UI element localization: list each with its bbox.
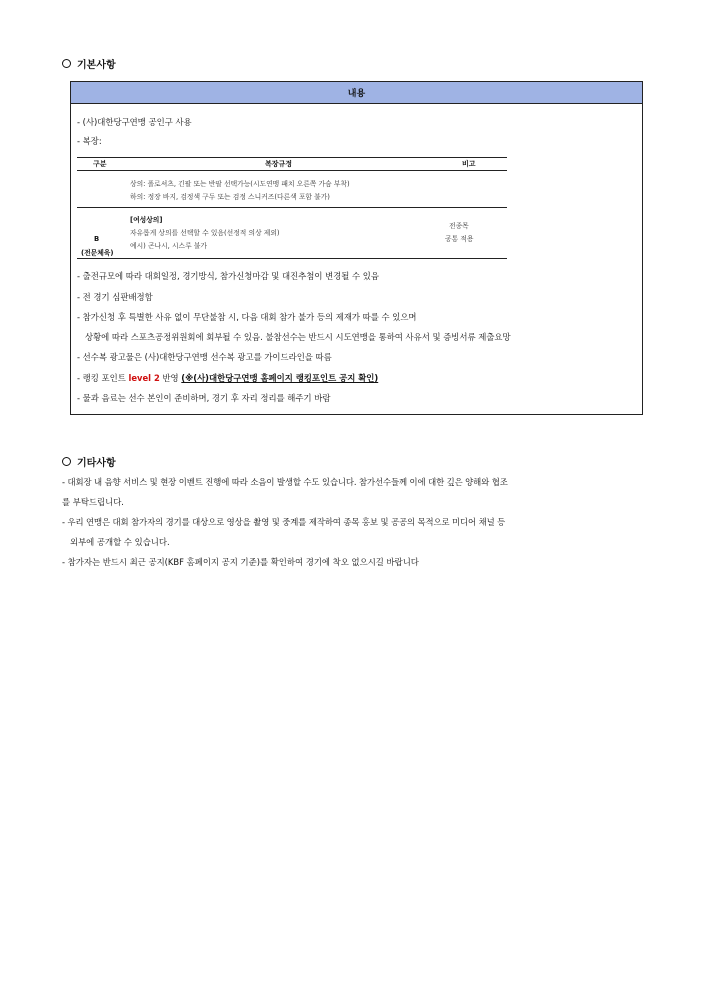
section-heading-basic: [62, 56, 116, 71]
section-title: 기본사항: [77, 60, 116, 71]
dress-code-table: [77, 157, 507, 259]
rule-uniform-ads: - 선수복 광고물은 (사)대한당구연맹 선수복 광고를 가이드라인을 따름: [77, 352, 332, 362]
dress-top-rule: 상의: 폴로셔츠, 긴팔 또는 반팔 선택가능(시도연맹 패치 오른쪽 가슴 부착): [130, 180, 350, 188]
rule-schedule-change: - 출전규모에 따라 대회일정, 경기방식, 참가신청마감 및 대진추첨이 변경될 수 있음: [77, 271, 379, 281]
rule-no-show: - 참가신청 후 특별한 사유 없이 무단불참 시, 다음 대회 참가 불가 등의 제재가 따를 수 있으며: [77, 312, 417, 322]
women-top-heading: [여성상의]: [130, 216, 163, 224]
section-title: 기타사항: [77, 458, 116, 469]
table-row: [77, 208, 507, 259]
category-letter: B: [94, 235, 100, 243]
rule-ranking-points: - 랭킹 포인트 level 2 반영 (※(사)대한당구연맹 홈페이지 랭킹포인트 공지 확인): [77, 373, 379, 383]
other-broadcast-cont: 외부에 공개할 수 있습니다.: [70, 537, 170, 547]
note-common: 공통 적용: [445, 235, 474, 243]
other-noise-cont: 를 부탁드립니다.: [62, 497, 124, 507]
rule-official-ball: - (사)대한당구연맹 공인구 사용: [77, 117, 192, 127]
category-label: (전문체육): [81, 249, 114, 257]
table-header-row: [77, 157, 507, 171]
table-header-dress: 복장규정: [265, 160, 293, 168]
table-header-category: 구분: [93, 160, 107, 168]
ranking-notice-link[interactable]: (※(사)대한당구연맹 홈페이지 랭킹포인트 공지 확인): [181, 373, 379, 383]
dress-bottom-rule: 하의: 정장 바지, 검정색 구두 또는 검정 스니커즈(다른색 포함 불가): [130, 193, 330, 201]
circle-bullet-icon: [62, 59, 71, 68]
women-top-example: 예시) 곤나시, 시스루 불가: [130, 242, 207, 250]
women-top-rule: 자유롭게 상의를 선택할 수 있음(선정적 의상 제외): [130, 229, 280, 237]
section-heading-other: [62, 454, 116, 469]
content-box-header: 내용: [71, 82, 642, 104]
other-broadcast: - 우리 연맹은 대회 참가자의 경기를 대상으로 영상을 촬영 및 중계를 제작하여 종목 홍보 및 공공의 목적으로 미디어 채널 등: [62, 517, 506, 527]
other-noise: - 대회장 내 음향 서비스 및 현장 이벤트 진행에 따라 소음이 발생할 수도 있습니다. 참가선수들께 이에 대한 깊은 양해와 협조: [62, 477, 508, 487]
rule-dress-label: - 복장:: [77, 136, 102, 146]
note-all-events: 전종목: [449, 222, 469, 230]
table-row: [77, 171, 507, 208]
content-box: [70, 81, 643, 415]
ranking-level: level 2: [128, 373, 160, 383]
circle-bullet-icon: [62, 457, 71, 466]
rule-referee: - 전 경기 심판배정함: [77, 292, 153, 302]
other-notice: - 참가자는 반드시 최근 공지(KBF 홈페이지 공지 기준)를 확인하여 경기에 착오 없으시길 바랍니다: [62, 557, 419, 567]
rule-no-show-cont: 상황에 따라 스포츠공정위원회에 회부될 수 있음. 불참선수는 반드시 시도연맹을 통하여 사유서 및 증빙서류 제출요망: [85, 332, 511, 342]
rule-water: - 물과 음료는 선수 본인이 준비하며, 경기 후 자리 정리를 해주기 바람: [77, 393, 331, 403]
table-header-note: 비고: [462, 160, 476, 168]
